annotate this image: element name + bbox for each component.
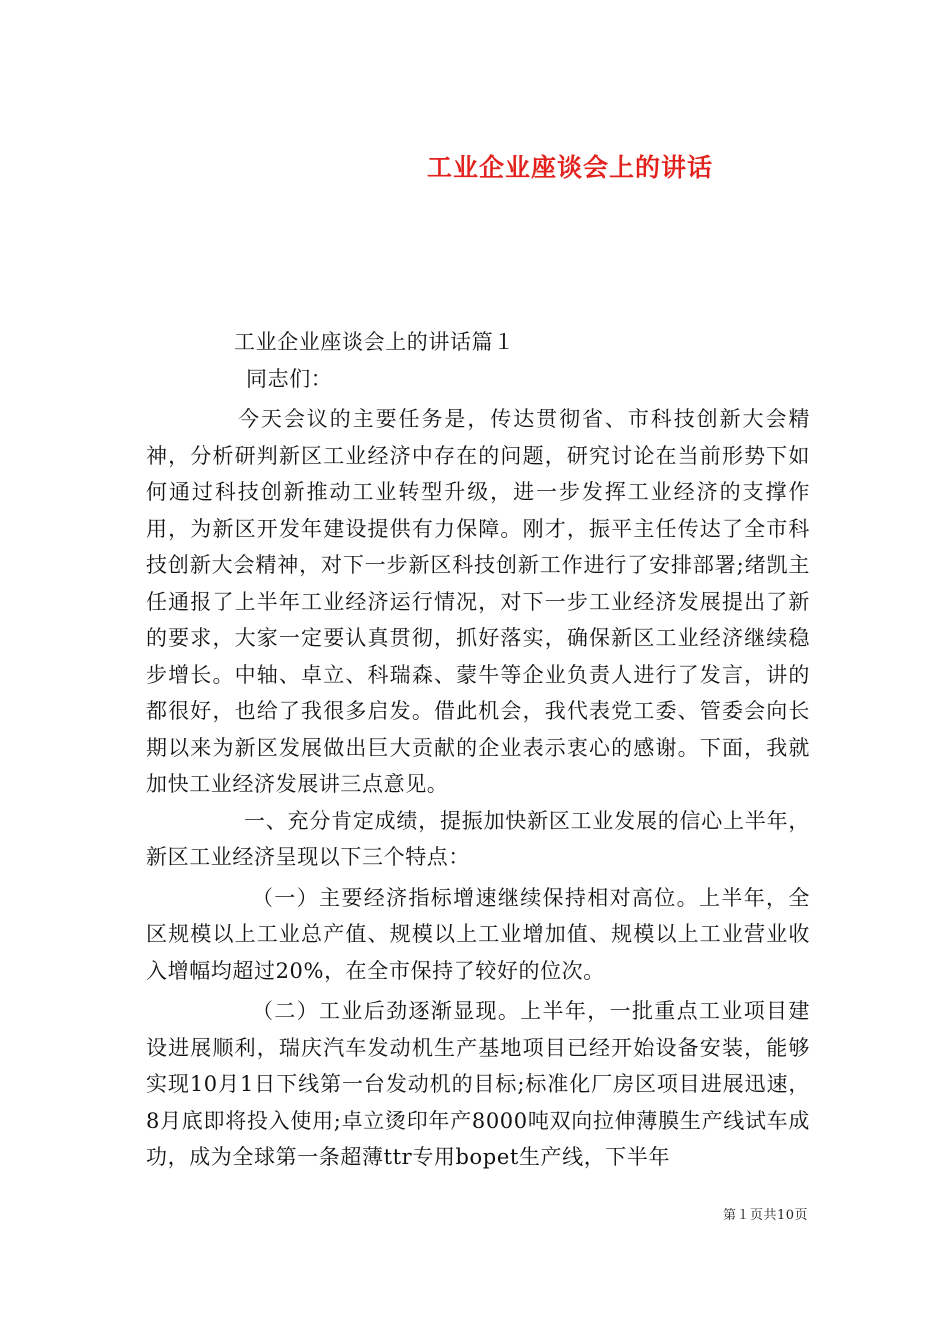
- paragraph-point-one: （一）主要经济指标增速继续保持相对高位。上半年，全区规模以上工业总产值、规模以上工业增加值、规模以上工业营业收入增幅均超过20%，在全市保持了较好的位次。: [146, 885, 810, 983]
- page-number: 第１页共10页: [722, 1208, 808, 1223]
- document-title: 工业企业座谈会上的讲话: [426, 152, 713, 182]
- document-body: [146, 324, 810, 1176]
- paragraph-point-two: （二）工业后劲逐渐显现。上半年，一批重点工业项目建设进展顺利，瑞庆汽车发动机生产基地项目已经开始设备安装，能够实现10月1日下线第一台发动机的目标;标准化厂房区项目进展迅速，8月底即将投入使用;卓立烫印年产8000吨双向拉伸薄膜生产线试车成功，成为全球第一条超薄ttr专用bopet生产线，下半年: [146, 999, 810, 1169]
- paragraph-section-one: 一、充分肯定成绩，提振加快新区工业发展的信心上半年，新区工业经济呈现以下三个特点：: [146, 808, 810, 869]
- section-heading: 工业企业座谈会上的讲话篇１: [234, 330, 515, 354]
- paragraph-intro: 今天会议的主要任务是，传达贯彻省、市科技创新大会精神，分析研判新区工业经济中存在的问题，研究讨论在当前形势下如何通过科技创新推动工业转型升级，进一步发挥工业经济的支撑作用，为新区开发年建设提供有力保障。刚才，振平主任传达了全市科技创新大会精神，对下一步新区科技创新工作进行了安排部署;绪凯主任通报了上半年工业经济运行情况，对下一步工业经济发展提出了新的要求，大家一定要认真贯彻，抓好落实，确保新区工业经济继续稳步增长。中轴、卓立、科瑞森、蒙牛等企业负责人进行了发言，讲的都很好，也给了我很多启发。借此机会，我代表党工委、管委会向长期以来为新区发展做出巨大贡献的企业表示衷心的感谢。下面，我就加快工业经济发展讲三点意见。: [146, 407, 810, 796]
- salutation: 同志们：: [246, 366, 333, 391]
